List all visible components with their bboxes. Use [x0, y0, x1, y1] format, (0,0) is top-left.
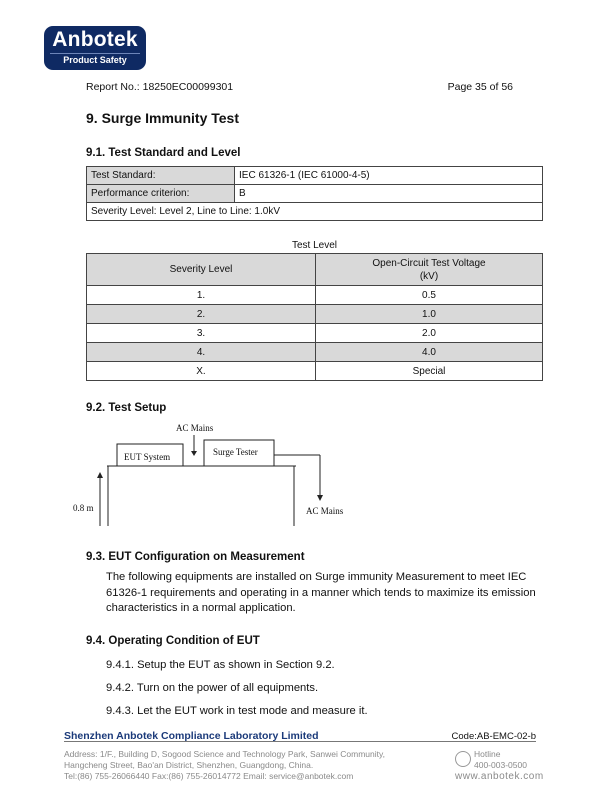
- test-standard-value: IEC 61326-1 (IEC 61000-4-5): [235, 167, 543, 185]
- test-setup-diagram: [70, 418, 370, 528]
- height-dimension-arrow: [97, 472, 103, 478]
- subsection-standard-heading: 9.1. Test Standard and Level: [86, 147, 241, 159]
- performance-criterion-label: Performance criterion:: [87, 185, 235, 203]
- voltage-header-line2: (kV): [419, 270, 439, 282]
- hotline-label: Hotline: [474, 749, 501, 759]
- test-standard-label: Test Standard:: [87, 167, 235, 185]
- table-row: [87, 305, 543, 324]
- logo-brand: Anbotek: [52, 28, 138, 51]
- voltage-cell: 1.0: [316, 305, 543, 324]
- surge-tester-label: Surge Tester: [213, 447, 258, 457]
- voltage-cell: 0.5: [316, 286, 543, 305]
- voltage-cell: Special: [316, 362, 543, 381]
- severity-level-header: Severity Level: [87, 254, 316, 286]
- voltage-cell: 4.0: [316, 343, 543, 362]
- ac-mains-right-label: AC Mains: [306, 506, 344, 516]
- footer-company: Shenzhen Anbotek Compliance Laboratory Limited: [64, 730, 319, 742]
- table-row: [87, 362, 543, 381]
- footer-website: www.anbotek.com: [455, 771, 544, 782]
- footer-contact: Tel:(86) 755-26066440 Fax:(86) 755-26014772 Email: service@anbotek.com: [64, 771, 354, 781]
- footer-address-line2: Hangcheng Street, Bao'an District, Shenzhen, Guangdong, China.: [64, 760, 314, 770]
- voltage-header: [316, 254, 543, 286]
- ac-mains-top-arrow-head: [191, 451, 197, 456]
- logo-tagline: Product Safety: [50, 53, 140, 66]
- footer-divider: [64, 741, 536, 742]
- subsection-eut-config-heading: 9.3. EUT Configuration on Measurement: [86, 551, 305, 563]
- severity-level-line: Severity Level: Level 2, Line to Line: 1.0kV: [87, 203, 543, 221]
- severity-level-cell: 4.: [87, 343, 316, 362]
- footer-address: [64, 749, 385, 782]
- performance-criterion-value: B: [235, 185, 543, 203]
- test-standard-table: [86, 166, 543, 221]
- step-item: 9.4.2. Turn on the power of all equipments.: [106, 682, 319, 694]
- severity-level-cell: 1.: [87, 286, 316, 305]
- severity-level-cell: 3.: [87, 324, 316, 343]
- report-number: Report No.: 18250EC00099301: [86, 81, 234, 93]
- severity-level-cell: X.: [87, 362, 316, 381]
- eut-system-label: EUT System: [124, 452, 171, 462]
- footer-code: Code:AB-EMC-02-b: [451, 731, 536, 742]
- test-level-table: [86, 253, 543, 381]
- voltage-cell: 2.0: [316, 324, 543, 343]
- table-row: [87, 324, 543, 343]
- hotline-number: 400-003-0500: [474, 760, 527, 770]
- ac-mains-right-arrow-head: [317, 495, 323, 501]
- footer-address-line1: Address: 1/F., Building D, Sogood Science and Technology Park, Sanwei Community,: [64, 749, 385, 759]
- subsection-setup-heading: 9.2. Test Setup: [86, 402, 167, 414]
- page-number: Page 35 of 56: [447, 81, 513, 93]
- step-item: 9.4.1. Setup the EUT as shown in Section 9.2.: [106, 659, 335, 671]
- eut-config-paragraph: The following equipments are installed on Surge immunity Measurement to meet IEC 61326-1 requirements and operating in a manner which tends to maximize its emission characteristics in a normal application.: [106, 571, 536, 614]
- table-row: [87, 343, 543, 362]
- subsection-operating-heading: 9.4. Operating Condition of EUT: [86, 635, 260, 647]
- table-row: [87, 286, 543, 305]
- phone-icon: [455, 751, 471, 767]
- anbotek-logo: [44, 26, 146, 70]
- section-title: 9. Surge Immunity Test: [86, 110, 239, 126]
- test-level-caption: Test Level: [291, 240, 338, 251]
- severity-level-cell: 2.: [87, 305, 316, 324]
- step-item: 9.4.3. Let the EUT work in test mode and measure it.: [106, 705, 368, 717]
- voltage-header-line1: Open-Circuit Test Voltage: [372, 257, 486, 269]
- ac-mains-top-label: AC Mains: [176, 423, 214, 433]
- height-label: 0.8 m: [73, 503, 94, 513]
- footer-hotline: [474, 749, 527, 771]
